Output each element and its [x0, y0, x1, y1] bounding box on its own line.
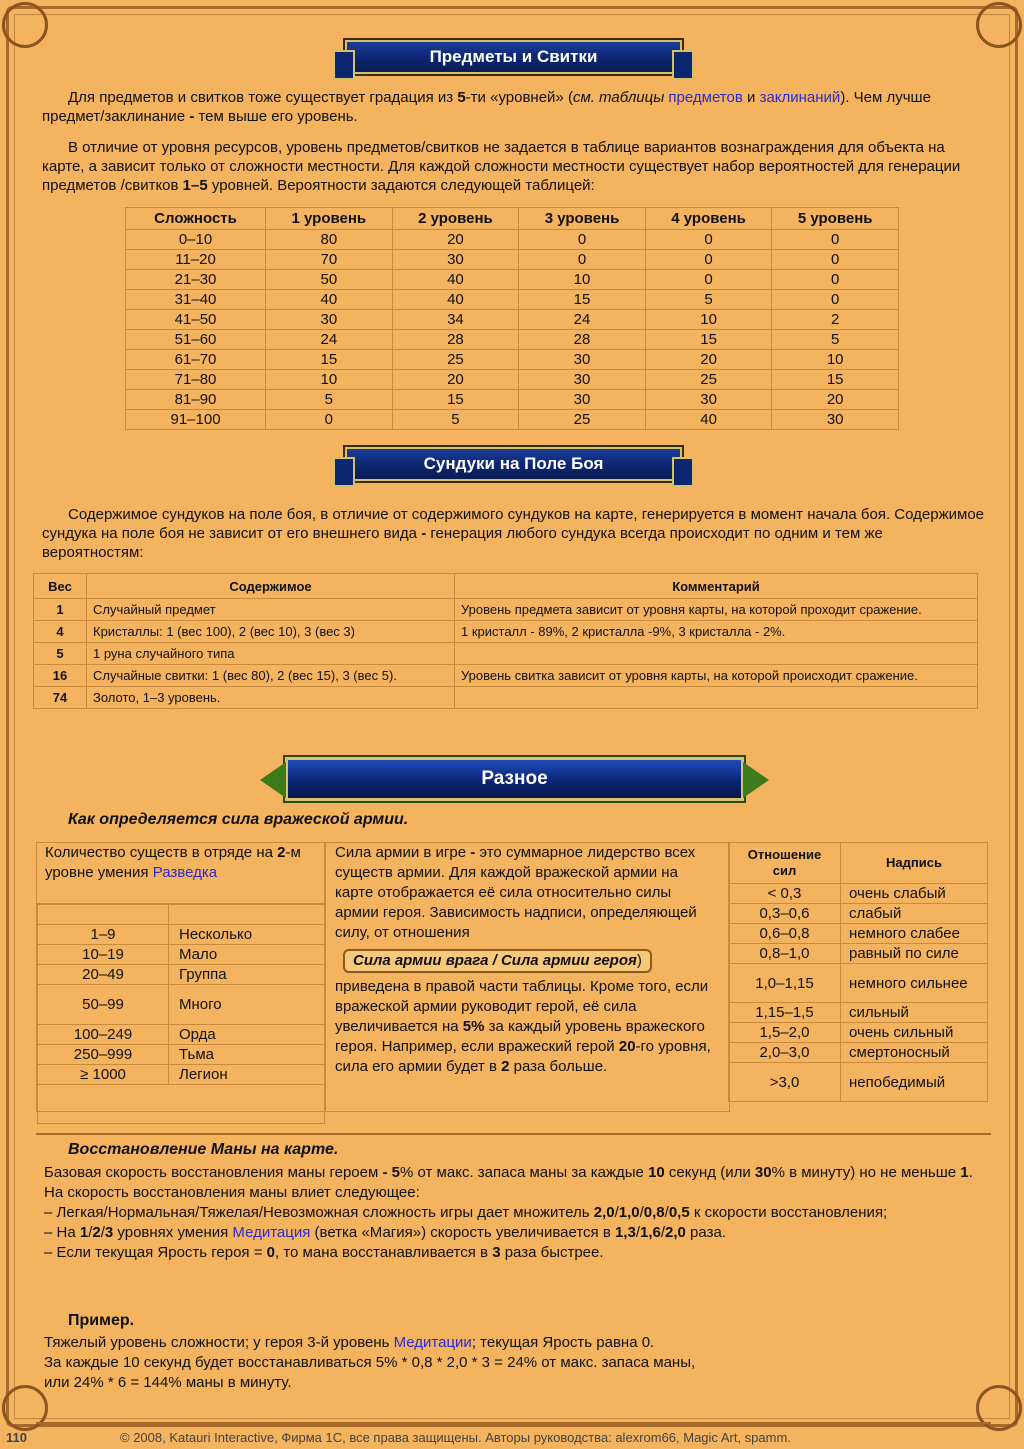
table-row: [126, 390, 899, 410]
ribbon-tail-icon: [672, 50, 694, 80]
table-cell: 0: [519, 230, 646, 250]
table-cell: 15: [519, 290, 646, 310]
table-cell: 71–80: [126, 370, 266, 390]
formula-row: [325, 943, 729, 977]
ratio-cell: 0,6–0,8: [729, 924, 841, 944]
table-cell: 31–40: [126, 290, 266, 310]
table-header-row: [126, 208, 899, 230]
label-cell: равный по силе: [841, 944, 988, 964]
table-cell: 30: [772, 410, 899, 430]
content-cell: Кристаллы: 1 (вес 100), 2 (вес 10), 3 (вес 3): [87, 621, 455, 643]
column-header: Отношение сил: [729, 843, 841, 884]
table-row: [126, 250, 899, 270]
section-title: Разное: [481, 768, 548, 789]
comment-cell: [455, 687, 978, 709]
table-cell: 10: [266, 370, 393, 390]
table-header-row: [34, 574, 978, 599]
count-label-cell: Много: [169, 985, 325, 1025]
table-cell: 10: [519, 270, 646, 290]
weight-cell: 5: [34, 643, 87, 665]
table-cell: 40: [392, 290, 519, 310]
table-row: [38, 985, 325, 1025]
table-row: [34, 643, 978, 665]
column-header: Надпись: [841, 843, 988, 884]
table-cell: 5: [266, 390, 393, 410]
table-cell: 20: [645, 350, 772, 370]
table-row: [34, 599, 978, 621]
table-cell: 25: [392, 350, 519, 370]
table-cell: 0: [772, 270, 899, 290]
table-row: [38, 925, 325, 945]
count-range-cell: ≥ 1000: [38, 1065, 169, 1085]
table-row: [729, 944, 988, 964]
table-row: [729, 1043, 988, 1063]
table-cell: 30: [392, 250, 519, 270]
table-row: [126, 270, 899, 290]
example-text: Тяжелый уровень сложности; у героя 3-й уровень Медитации; текущая Ярость равна 0. За каждые 10 секунд будет восстанавливаться 5% * 0,8 * 2,0 * 3 = 24% от макс. запаса маны, или 24% * 6 = 144% маны в минуту.: [44, 1334, 696, 1391]
label-cell: сильный: [841, 1003, 988, 1023]
page-number: 110: [6, 1430, 27, 1445]
content-cell: Случайный предмет: [87, 599, 455, 621]
table-cell: 0–10: [126, 230, 266, 250]
table-cell: 81–90: [126, 390, 266, 410]
table-cell: 50: [266, 270, 393, 290]
table-row: [38, 1085, 325, 1124]
table-row: [729, 964, 988, 1003]
column-header: Вес: [34, 574, 87, 599]
weight-cell: 74: [34, 687, 87, 709]
table-cell: 61–70: [126, 350, 266, 370]
table-row: [729, 924, 988, 944]
label-cell: непобедимый: [841, 1063, 988, 1102]
content-cell: Золото, 1–3 уровень.: [87, 687, 455, 709]
count-label-cell: Легион: [169, 1065, 325, 1085]
content-cell: Случайные свитки: 1 (вес 80), 2 (вес 15), 3 (вес 5).: [87, 665, 455, 687]
table-cell: 80: [266, 230, 393, 250]
creature-count-table: [36, 842, 326, 1112]
table-cell: 30: [519, 350, 646, 370]
scouting-link[interactable]: Разведка: [152, 864, 218, 881]
table-cell: 15: [772, 370, 899, 390]
comment-cell: Уровень свитка зависит от уровня карты, на которой происходит сражение.: [455, 665, 978, 687]
table-row: [729, 1003, 988, 1023]
ribbon-tail-icon: [333, 50, 355, 80]
weight-cell: 4: [34, 621, 87, 643]
army-strength-heading: Как определяется сила вражеской армии.: [68, 811, 409, 828]
label-cell: очень сильный: [841, 1023, 988, 1043]
table-cell: 0: [645, 250, 772, 270]
spells-link[interactable]: заклинаний: [759, 89, 841, 106]
creature-count-header: Количество существ в отряде на 2-м уровне умения Разведка: [37, 843, 325, 904]
table-cell: 11–20: [126, 250, 266, 270]
table-row: [126, 370, 899, 390]
table-cell: 91–100: [126, 410, 266, 430]
table-cell: [38, 905, 169, 925]
comment-cell: 1 кристалл - 89%, 2 кристалла -9%, 3 кристалла - 2%.: [455, 621, 978, 643]
chest-content-table: [33, 573, 978, 709]
count-label-cell: Группа: [169, 965, 325, 985]
count-range-cell: 100–249: [38, 1025, 169, 1045]
ribbon-tail-icon: [333, 457, 355, 487]
items-link[interactable]: предметов: [668, 89, 743, 106]
table-cell: 30: [519, 370, 646, 390]
label-cell: немного слабее: [841, 924, 988, 944]
label-cell: немного сильнее: [841, 964, 988, 1003]
items-paragraph-2: В отличие от уровня ресурсов, уровень предметов/свитков не задается в таблице вариантов вознаграждения для объекта на карте, а зависит только от сложности местности. Для каждой сложности местности существует набор вероятностей для генерации предметов /свитков 1–5 уровней. Вероятности задаются следующей таблицей:: [42, 139, 961, 194]
column-header: 2 уровень: [392, 208, 519, 230]
divider: [36, 1133, 991, 1135]
column-header: Комментарий: [455, 574, 978, 599]
table-cell: 0: [519, 250, 646, 270]
table-cell: [38, 1085, 325, 1124]
meditation-link[interactable]: Медитации: [393, 1334, 472, 1351]
table-cell: 0: [772, 250, 899, 270]
column-header: 5 уровень: [772, 208, 899, 230]
explanation-text-2: приведена в правой части таблицы. Кроме того, если вражеской армии руководит герой, её сила увеличивается на 5% за каждый уровень вражеского героя. Например, если вражеский герой 20-го уровня, сила его армии будет в 2 раза больше.: [335, 978, 711, 1075]
table-row: [729, 904, 988, 924]
table-cell: 20: [392, 230, 519, 250]
section-title: Сундуки на Поле Боя: [423, 454, 604, 473]
count-range-cell: 50–99: [38, 985, 169, 1025]
table-cell: 20: [772, 390, 899, 410]
table-row: [38, 945, 325, 965]
ratio-cell: >3,0: [729, 1063, 841, 1102]
label-cell: слабый: [841, 904, 988, 924]
table-cell: 5: [392, 410, 519, 430]
table-cell: 15: [266, 350, 393, 370]
table-row: [126, 350, 899, 370]
items-paragraph-1: Для предметов и свитков тоже существует градация из 5-ти «уровней» (см. таблицы предметов и заклинаний). Чем лучше предмет/заклинание - тем выше его уровень.: [42, 89, 931, 125]
copyright-text: © 2008, Katauri Interactive, Фирма 1С, все права защищены. Авторы руководства: alexrom66, Magic Art, spamm.: [120, 1430, 791, 1445]
meditation-link[interactable]: Медитация: [232, 1224, 311, 1241]
count-range-cell: 10–19: [38, 945, 169, 965]
section-ribbon-chests: [345, 447, 682, 481]
table-cell: [169, 905, 325, 925]
table-cell: 30: [266, 310, 393, 330]
count-range-cell: 20–49: [38, 965, 169, 985]
weight-cell: 1: [34, 599, 87, 621]
ratio-cell: 0,3–0,6: [729, 904, 841, 924]
table-row: [126, 410, 899, 430]
table-row: [126, 310, 899, 330]
comment-cell: Уровень предмета зависит от уровня карты, на которой проходит сражение.: [455, 599, 978, 621]
column-header: Сложность: [126, 208, 266, 230]
explanation-text: Сила армии в игре - это суммарное лидерство всех существ армии. Для каждой вражеской армии на карте отображается её сила относительно силы армии героя. Зависимость надписи, определяющей силу, от отношения: [335, 844, 697, 941]
table-cell: 25: [645, 370, 772, 390]
table-cell: 5: [772, 330, 899, 350]
table-cell: 28: [392, 330, 519, 350]
column-header: Содержимое: [87, 574, 455, 599]
table-cell: 40: [266, 290, 393, 310]
table-row: [38, 965, 325, 985]
table-row: [729, 884, 988, 904]
table-cell: 21–30: [126, 270, 266, 290]
table-cell: 10: [772, 350, 899, 370]
table-row: [126, 230, 899, 250]
count-label-cell: Несколько: [169, 925, 325, 945]
label-cell: смертоносный: [841, 1043, 988, 1063]
army-strength-explanation: [324, 842, 730, 1112]
table-cell: 0: [772, 290, 899, 310]
column-header: 4 уровень: [645, 208, 772, 230]
table-cell: 2: [772, 310, 899, 330]
ribbon-tail-icon: [672, 457, 694, 487]
table-row: [126, 290, 899, 310]
table-row: [38, 1065, 325, 1085]
table-cell: 24: [519, 310, 646, 330]
ratio-cell: < 0,3: [729, 884, 841, 904]
column-header: 1 уровень: [266, 208, 393, 230]
column-header: 3 уровень: [519, 208, 646, 230]
table-cell: 30: [645, 390, 772, 410]
table-cell: 40: [645, 410, 772, 430]
table-row: [729, 1063, 988, 1102]
table-cell: 28: [519, 330, 646, 350]
ribbon-arrow-left-icon: [260, 762, 286, 798]
strength-ratio-table: [728, 842, 988, 1102]
count-range-cell: 1–9: [38, 925, 169, 945]
example-heading: Пример.: [68, 1312, 135, 1329]
ratio-cell: 1,0–1,15: [729, 964, 841, 1003]
table-cell: 51–60: [126, 330, 266, 350]
ratio-cell: 1,15–1,5: [729, 1003, 841, 1023]
table-row: [34, 665, 978, 687]
count-label-cell: Тьма: [169, 1045, 325, 1065]
table-cell: 10: [645, 310, 772, 330]
table-row: [34, 687, 978, 709]
ribbon-arrow-right-icon: [743, 762, 769, 798]
table-row: [38, 905, 325, 925]
section-ribbon-items: [345, 40, 682, 74]
comment-cell: [455, 643, 978, 665]
table-cell: 34: [392, 310, 519, 330]
table-cell: 0: [645, 270, 772, 290]
count-label-cell: Орда: [169, 1025, 325, 1045]
count-label-cell: Мало: [169, 945, 325, 965]
table-cell: 24: [266, 330, 393, 350]
table-cell: 5: [645, 290, 772, 310]
table-cell: 15: [645, 330, 772, 350]
table-row: [34, 621, 978, 643]
section-title: Предметы и Свитки: [429, 47, 598, 66]
table-cell: 0: [772, 230, 899, 250]
table-cell: 25: [519, 410, 646, 430]
mana-text: Базовая скорость восстановления маны героем - 5% от макс. запаса маны за каждые 10 секунд (или 30% в минуту) но не меньше 1. На скорость восстановления маны влиет следующее: – Легкая/Нормальная/Тяжелая/Невозможная сложность игры дает множитель 2,0/1,0/0,8/0,5 к скорости восстановления; – На 1/2/3 уровнях умения Медитация (ветка «Магия») скорость увеличивается в 1,3/1,6/2,0 раза. – Если текущая Ярость героя = 0, то мана восстанавливается в 3 раза быстрее.: [44, 1164, 973, 1261]
table-cell: 15: [392, 390, 519, 410]
ratio-cell: 0,8–1,0: [729, 944, 841, 964]
table-cell: 70: [266, 250, 393, 270]
table-cell: 0: [266, 410, 393, 430]
count-range-cell: 250–999: [38, 1045, 169, 1065]
mana-heading: Восстановление Маны на карте.: [68, 1141, 339, 1158]
section-ribbon-misc: [285, 757, 744, 801]
table-row: [38, 1045, 325, 1065]
content-cell: 1 руна случайного типа: [87, 643, 455, 665]
table-header-row: [729, 843, 988, 884]
label-cell: очень слабый: [841, 884, 988, 904]
divider: [36, 1422, 991, 1424]
table-cell: 0: [645, 230, 772, 250]
item-level-probability-table: [125, 207, 899, 430]
ratio-cell: 2,0–3,0: [729, 1043, 841, 1063]
weight-cell: 16: [34, 665, 87, 687]
table-cell: 40: [392, 270, 519, 290]
table-row: [729, 1023, 988, 1043]
table-cell: 41–50: [126, 310, 266, 330]
strength-ratio-formula: Сила армии врага / Сила армии героя): [343, 949, 652, 973]
table-cell: 30: [519, 390, 646, 410]
table-row: [38, 1025, 325, 1045]
ratio-cell: 1,5–2,0: [729, 1023, 841, 1043]
table-cell: 20: [392, 370, 519, 390]
chests-paragraph: Содержимое сундуков на поле боя, в отличие от содержимого сундуков на карте, генерируется в момент начала боя. Содержимое сундука на поле боя не зависит от его внешнего вида - генерация любого сундука всегда происходит по одним и тем же вероятностям:: [42, 506, 985, 561]
table-row: [126, 330, 899, 350]
